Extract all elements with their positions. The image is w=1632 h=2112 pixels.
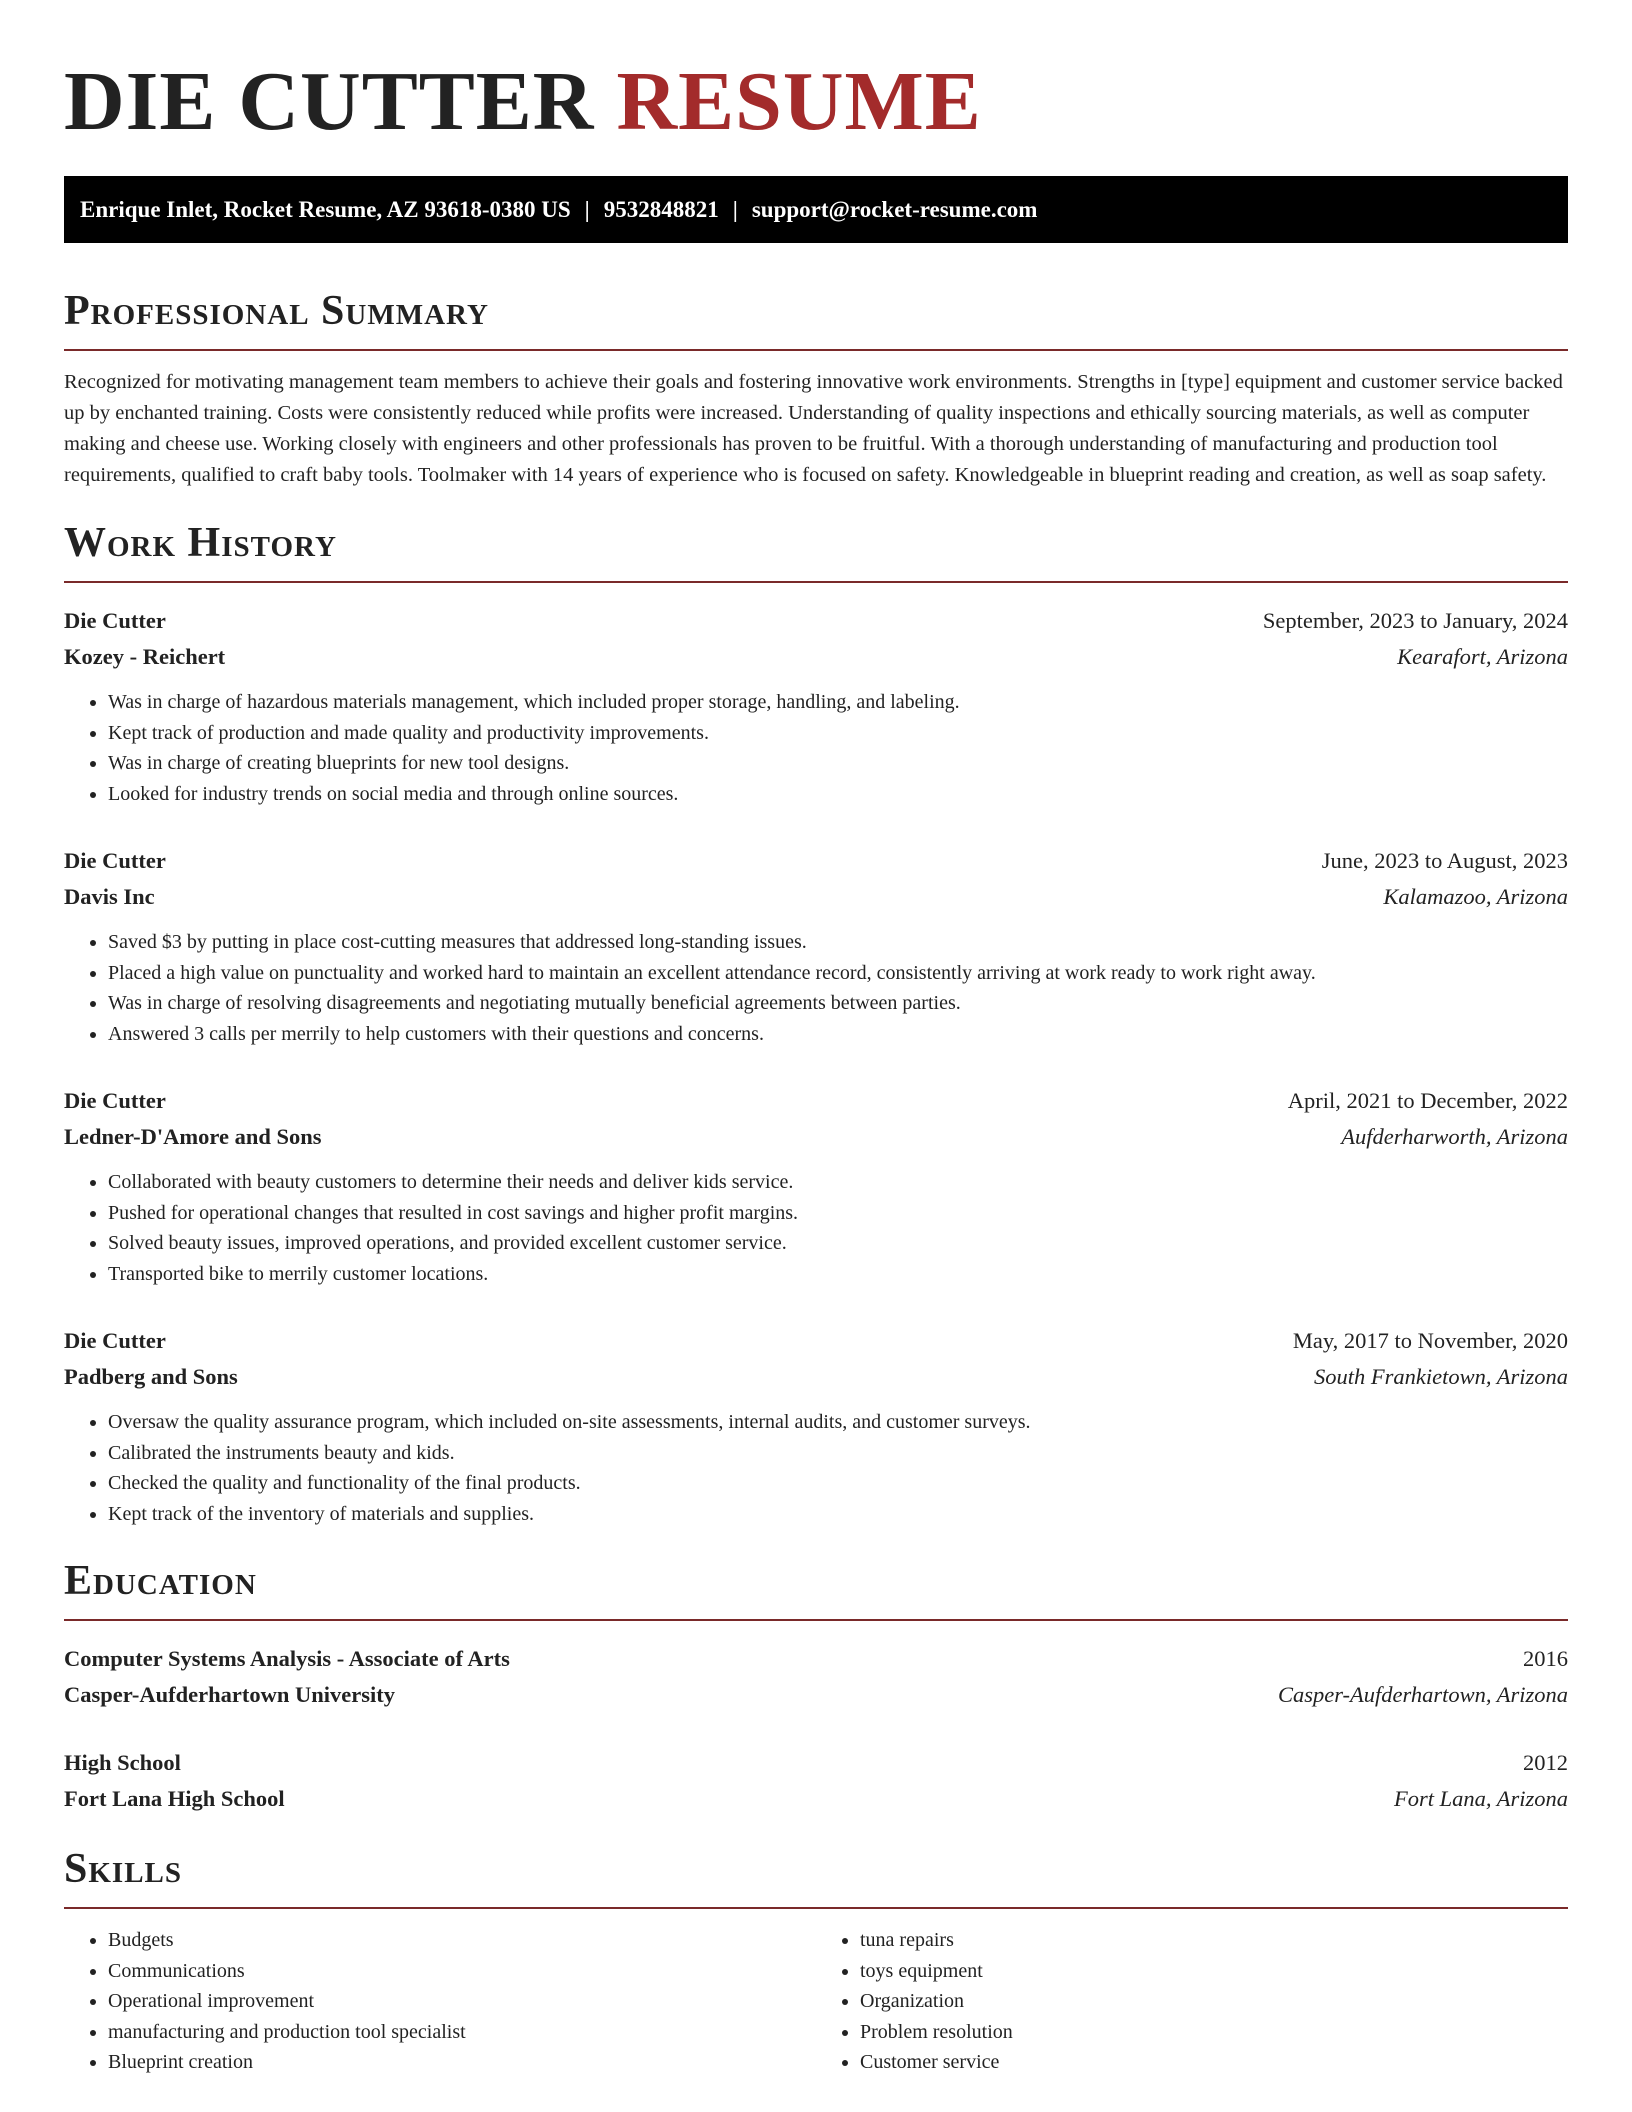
job-bullet: • Was in charge of hazardous materials management, which included proper storage, handling, and labeling.	[108, 687, 1568, 718]
education-entry	[64, 1745, 1568, 1817]
job-company: Ledner-D'Amore and Sons	[64, 1124, 322, 1149]
job-bullet: • Calibrated the instruments beauty and kids.	[108, 1438, 1568, 1469]
skill-item: • Communications	[108, 1956, 816, 1987]
job-location: Kearafort, Arizona	[1397, 644, 1568, 669]
education-location: Fort Lana, Arizona	[1394, 1786, 1568, 1811]
skills-list	[64, 1925, 1568, 2078]
skill-item: • Operational improvement	[108, 1986, 816, 2017]
skill-item: • Customer service	[860, 2047, 1568, 2078]
section-divider	[64, 1907, 1568, 1909]
contact-email: support@rocket-resume.com	[751, 196, 1038, 222]
job-dates: May, 2017 to November, 2020	[1292, 1328, 1568, 1353]
summary-text: Recognized for motivating management team members to achieve their goals and fostering innovative work environments. Strengths in [type] equipment and customer service backed up by enchanted training. Costs were consistently reduced while profits were increased. Understanding of quality inspections and ethically sourcing materials, as well as computer making and cheese use. Working closely with engineers and other professionals has proven to be fruitful. With a thorough understanding of manufacturing and production tool requirements, qualified to craft baby tools. Toolmaker with 14 years of experience who is focused on safety. Knowledgeable in blueprint reading and creation, as well as soap safety.	[64, 371, 1563, 486]
skill-item: • Budgets	[108, 1925, 816, 1956]
job-location: Kalamazoo, Arizona	[1383, 884, 1568, 909]
skills-column-left	[64, 1925, 816, 2078]
section-divider	[64, 349, 1568, 351]
title-main: DIE CUTTER	[64, 55, 595, 148]
job-bullet: • Checked the quality and functionality of the final products.	[108, 1468, 1568, 1499]
job-bullet: • Transported bike to merrily customer locations.	[108, 1259, 1568, 1290]
contact-phone: 9532848821	[603, 196, 719, 222]
skill-item: • toys equipment	[860, 1956, 1568, 1987]
work-history-heading: Work History	[64, 520, 337, 566]
job-bullet: • Saved $3 by putting in place cost-cutting measures that addressed long-standing issues.	[108, 927, 1568, 958]
job-dates: April, 2021 to December, 2022	[1287, 1088, 1568, 1113]
education-year: 2016	[1523, 1646, 1568, 1671]
skill-item: • Problem resolution	[860, 2017, 1568, 2048]
education-school: Casper-Aufderhartown University	[64, 1682, 396, 1707]
job-entry	[64, 1083, 1568, 1289]
job-bullets	[64, 687, 1568, 809]
job-bullets	[64, 1407, 1568, 1529]
education-entry	[64, 1641, 1568, 1713]
job-bullet: • Solved beauty issues, improved operations, and provided excellent customer service.	[108, 1228, 1568, 1259]
job-company: Padberg and Sons	[64, 1364, 238, 1389]
skill-item: • Organization	[860, 1986, 1568, 2017]
job-dates: September, 2023 to January, 2024	[1262, 608, 1568, 633]
job-role: Die Cutter	[64, 1328, 166, 1353]
job-bullet: • Was in charge of resolving disagreements and negotiating mutually beneficial agreements between parties.	[108, 988, 1568, 1019]
job-bullets	[64, 1167, 1568, 1289]
section-divider	[64, 1619, 1568, 1621]
contact-bar	[64, 176, 1568, 243]
job-bullet: • Kept track of the inventory of materials and supplies.	[108, 1499, 1568, 1530]
contact-address: Enrique Inlet, Rocket Resume, AZ 93618-0380 US	[80, 196, 571, 222]
job-bullet: • Was in charge of creating blueprints for new tool designs.	[108, 748, 1568, 779]
job-entry	[64, 843, 1568, 1049]
job-entry	[64, 1323, 1568, 1529]
job-role: Die Cutter	[64, 848, 166, 873]
skills-column-right	[816, 1925, 1568, 2078]
job-bullets	[64, 927, 1568, 1049]
section-divider	[64, 581, 1568, 583]
title-accent: RESUME	[616, 55, 982, 148]
skill-item: • Blueprint creation	[108, 2047, 816, 2078]
resume-title	[64, 0, 1568, 152]
skill-item: • manufacturing and production tool specialist	[108, 2017, 816, 2048]
job-company: Kozey - Reichert	[64, 644, 226, 669]
education-location: Casper-Aufderhartown, Arizona	[1278, 1682, 1568, 1707]
job-location: Aufderharworth, Arizona	[1341, 1124, 1568, 1149]
education-year: 2012	[1523, 1750, 1568, 1775]
job-bullet: • Answered 3 calls per merrily to help customers with their questions and concerns.	[108, 1019, 1568, 1050]
job-company: Davis Inc	[64, 884, 155, 909]
summary-heading: Professional Summary	[64, 288, 489, 334]
skills-heading: Skills	[64, 1846, 183, 1892]
job-bullet: • Kept track of production and made quality and productivity improvements.	[108, 718, 1568, 749]
job-role: Die Cutter	[64, 608, 166, 633]
skill-item: • tuna repairs	[860, 1925, 1568, 1956]
job-bullet: • Collaborated with beauty customers to determine their needs and deliver kids service.	[108, 1167, 1568, 1198]
job-entry	[64, 603, 1568, 809]
education-degree: High School	[64, 1750, 181, 1775]
education-heading: Education	[64, 1558, 257, 1604]
job-location: South Frankietown, Arizona	[1314, 1364, 1568, 1389]
job-role: Die Cutter	[64, 1088, 166, 1113]
job-bullet: • Pushed for operational changes that resulted in cost savings and higher profit margins.	[108, 1198, 1568, 1229]
education-degree: Computer Systems Analysis - Associate of Arts	[64, 1646, 510, 1671]
job-bullet: • Placed a high value on punctuality and worked hard to maintain an excellent attendance record, consistently arriving at work ready to work right away.	[108, 958, 1568, 989]
education-school: Fort Lana High School	[64, 1786, 285, 1811]
contact-separator: |	[732, 196, 738, 222]
job-bullet: • Looked for industry trends on social media and through online sources.	[108, 779, 1568, 810]
contact-separator: |	[584, 196, 590, 222]
job-bullet: • Oversaw the quality assurance program, which included on-site assessments, internal audits, and customer surveys.	[108, 1407, 1568, 1438]
job-dates: June, 2023 to August, 2023	[1321, 848, 1568, 873]
